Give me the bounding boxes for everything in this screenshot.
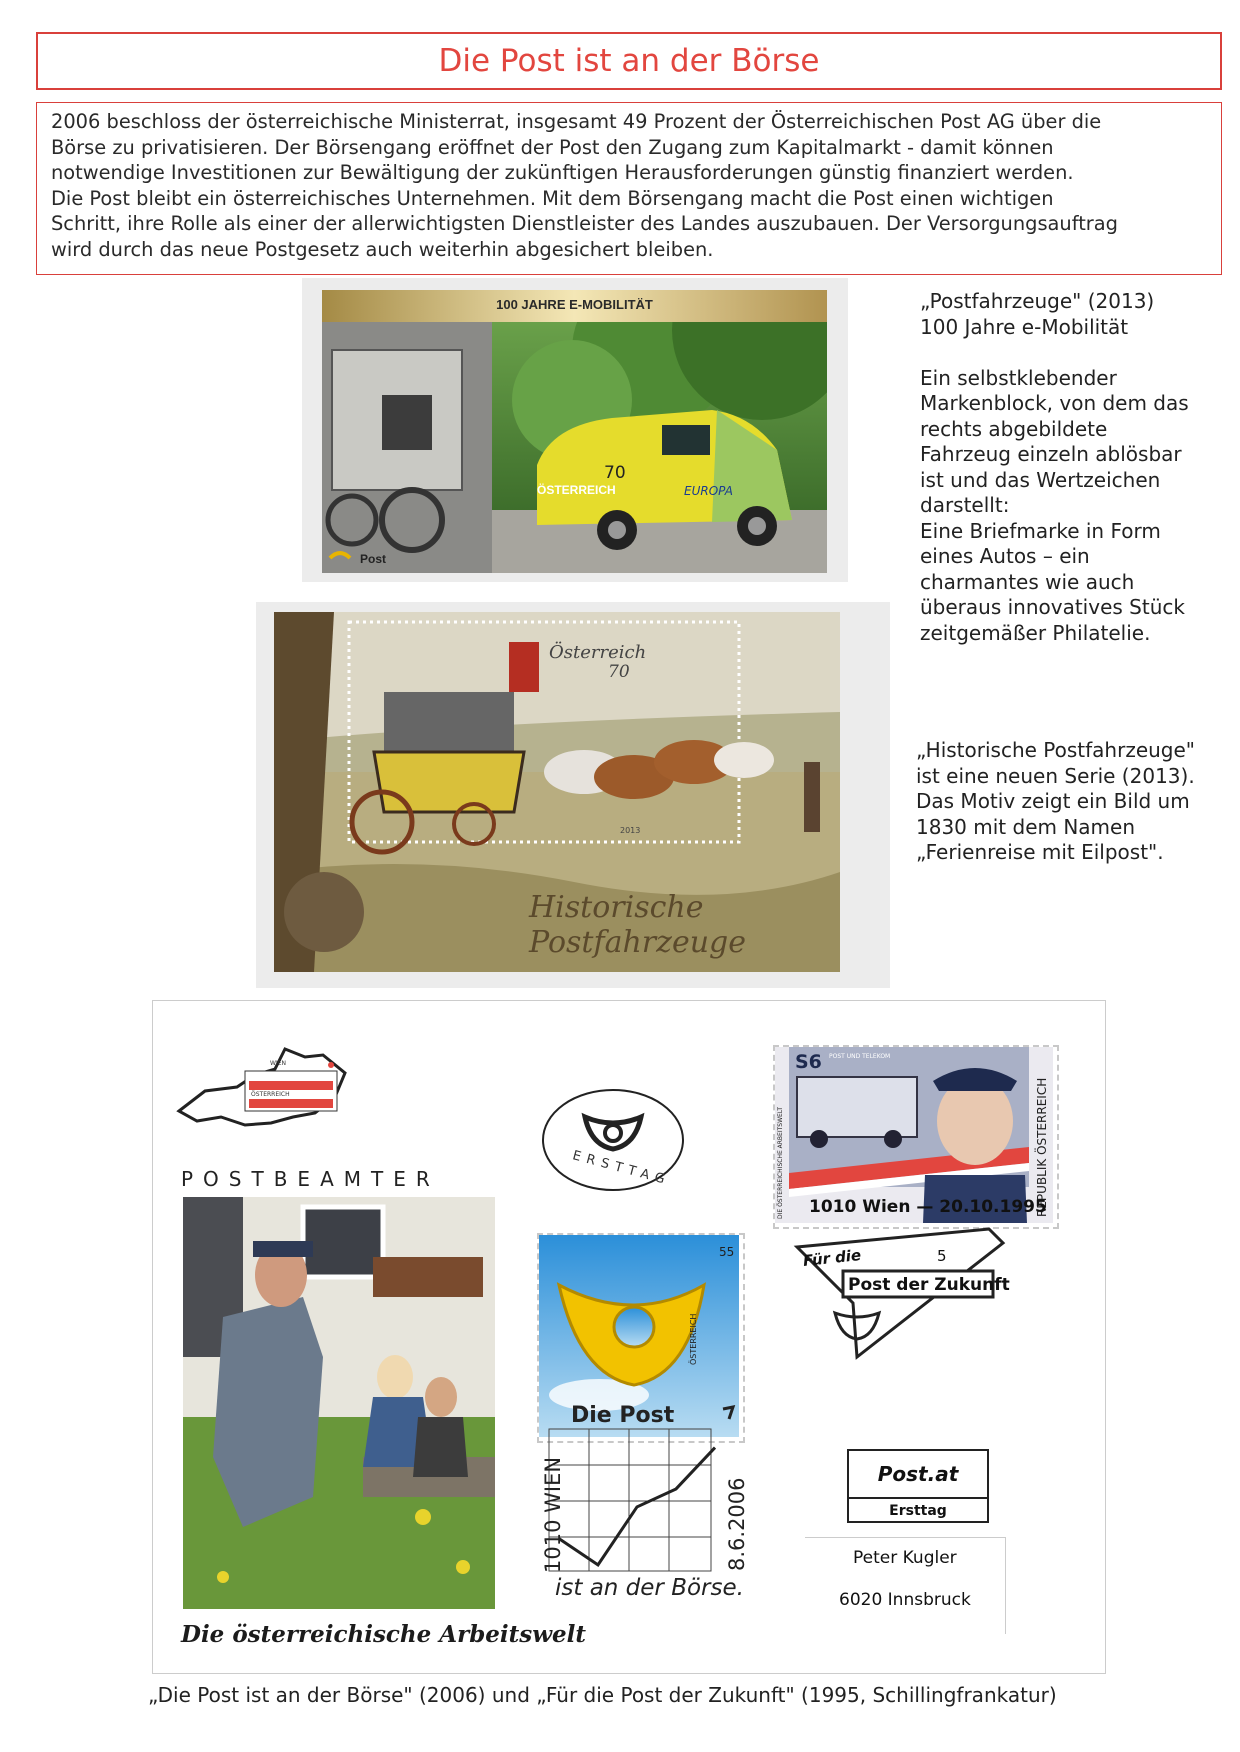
map-country-label: ÖSTERREICH (251, 1091, 290, 1098)
post-at-logo: Post.at (849, 1451, 987, 1499)
historic-inscription: Historische Postfahrzeuge (529, 890, 746, 960)
post-logo-label: Post (360, 552, 387, 566)
map-wien-label: WIEN (270, 1060, 286, 1067)
emobility-desc-line: Fahrzeug einzeln ablösbar (920, 442, 1182, 466)
austria-map-icon (175, 1043, 350, 1128)
historic-desc-line: „Historische Postfahrzeuge" (916, 738, 1195, 762)
stamp-1995-side-left: DIE ÖSTERREICHISCHE ARBEITSWELT (777, 1107, 784, 1219)
historic-country: Österreich (549, 642, 647, 663)
cancel-1995-text: 1010 Wien — 20.10.1995 (809, 1197, 1047, 1217)
spacer (920, 340, 1220, 366)
title-box (36, 32, 1222, 90)
post-at-stamp (847, 1449, 989, 1523)
zukunft-cancel-shape (793, 1225, 1009, 1365)
emobility-desc-line: 100 Jahre e-Mobilität (920, 314, 1129, 339)
emobility-desc-line: zeitgemäßer Philatelie. (920, 620, 1151, 645)
intro-line: Schritt, ihre Rolle als einer der allerwichtigsten Dienstleister des Landes auszubauen. Der Versorgungsauftrag (51, 212, 1118, 236)
postbeamter-label: POSTBEAMTER (181, 1167, 440, 1191)
emobility-description (920, 289, 1220, 646)
intro-text-box (36, 102, 1222, 275)
historic-value: 70 (608, 662, 630, 682)
stamp-1995-value: S6 (795, 1051, 822, 1073)
emobility-banner: 100 JAHRE E-MOBILITÄT (496, 297, 653, 312)
historic-stamp-block (274, 612, 840, 972)
cover-caption: „Die Post ist an der Börse" (2006) und „Für die Post der Zukunft" (1995, Schillingfrankatur) (148, 1683, 1057, 1707)
stamp-1995-side-right: REPUBLIK ÖSTERREICH (1035, 1077, 1049, 1217)
stamp-2006-value: 55 (719, 1245, 735, 1259)
emobility-desc-line: eines Autos – ein (920, 544, 1090, 568)
intro-line: wird durch das neue Postgesetz auch weiterhin abgesichert bleiben. (51, 237, 714, 261)
page-title: Die Post ist an der Börse (438, 43, 820, 79)
zukunft-number: 5 (937, 1247, 947, 1265)
emobility-desc-line: Ein selbstklebender (920, 365, 1117, 390)
post-at-label: Ersttag (889, 1503, 947, 1519)
postman-photo (183, 1197, 495, 1609)
emobility-desc-line: ist und das Wertzeichen (920, 467, 1161, 492)
intro-line: notwendige Investitionen zur Bewältigung der zukünftigen Herausforderungen günstig finanziert werden. (51, 161, 1074, 185)
emobility-desc-line: überaus innovatives Stück (920, 595, 1185, 619)
emobility-desc-line: rechts abgebildete (920, 416, 1108, 441)
posthorn-icon (835, 1313, 879, 1339)
address-block (805, 1537, 1006, 1634)
address-city: 6020 Innsbruck (839, 1590, 971, 1610)
emobility-country: ÖSTERREICH (537, 483, 616, 497)
historic-desc-line: Das Motiv zeigt ein Bild um (916, 789, 1190, 813)
zukunft-label: Post der Zukunft (848, 1275, 1010, 1295)
intro-line: 2006 beschloss der österreichische Ministerrat, insgesamt 49 Prozent der Österreichischen Post AG über die (51, 110, 1102, 133)
emobility-stamp-block (322, 290, 827, 573)
zukunft-fuer: Für die (802, 1246, 862, 1270)
historic-description (916, 738, 1226, 866)
emobility-value: 70 (604, 463, 626, 483)
intro-line: Die Post bleibt ein österreichisches Unternehmen. Mit dem Börsengang macht die Post einen wichtigen (51, 186, 1054, 210)
address-name: Peter Kugler (853, 1548, 957, 1568)
stamp-1995-header: POST UND TELEKOM (829, 1053, 891, 1060)
cancel-2006-bottom: ist an der Börse. (555, 1575, 744, 1601)
emobility-image (322, 290, 827, 573)
ersttag-label: ERSTTAG (570, 1148, 673, 1189)
emobility-desc-line: Markenblock, von dem das (920, 391, 1189, 415)
intro-line: Börse zu privatisieren. Der Börsengang eröffnet der Post den Zugang zum Kapitalmarkt - damit können (51, 135, 1054, 159)
cancel-2006-left: 1010 WIEN (541, 1456, 565, 1573)
first-day-cover (152, 1000, 1106, 1674)
cancel-2006-top: Die Post (571, 1403, 675, 1428)
emobility-desc-line: darstellt: (920, 493, 1010, 517)
historic-year: 2013 (620, 826, 641, 835)
emobility-desc-line: „Postfahrzeuge" (2013) (920, 289, 1155, 313)
emobility-desc-line: charmantes wie auch (920, 569, 1135, 594)
stamp-2006-country: ÖSTERREICH (689, 1313, 698, 1365)
emobility-desc-line: Eine Briefmarke in Form (920, 518, 1161, 543)
cancel-2006-right: 8.6.2006 (725, 1477, 749, 1571)
arbeitswelt-label: Die österreichische Arbeitswelt (181, 1621, 587, 1648)
europa-label: EUROPA (684, 484, 733, 498)
historic-desc-line: „Ferienreise mit Eilpost". (916, 840, 1164, 864)
historic-desc-line: 1830 mit dem Namen (916, 814, 1136, 839)
historic-desc-line: ist eine neuen Serie (2013). (916, 763, 1195, 788)
